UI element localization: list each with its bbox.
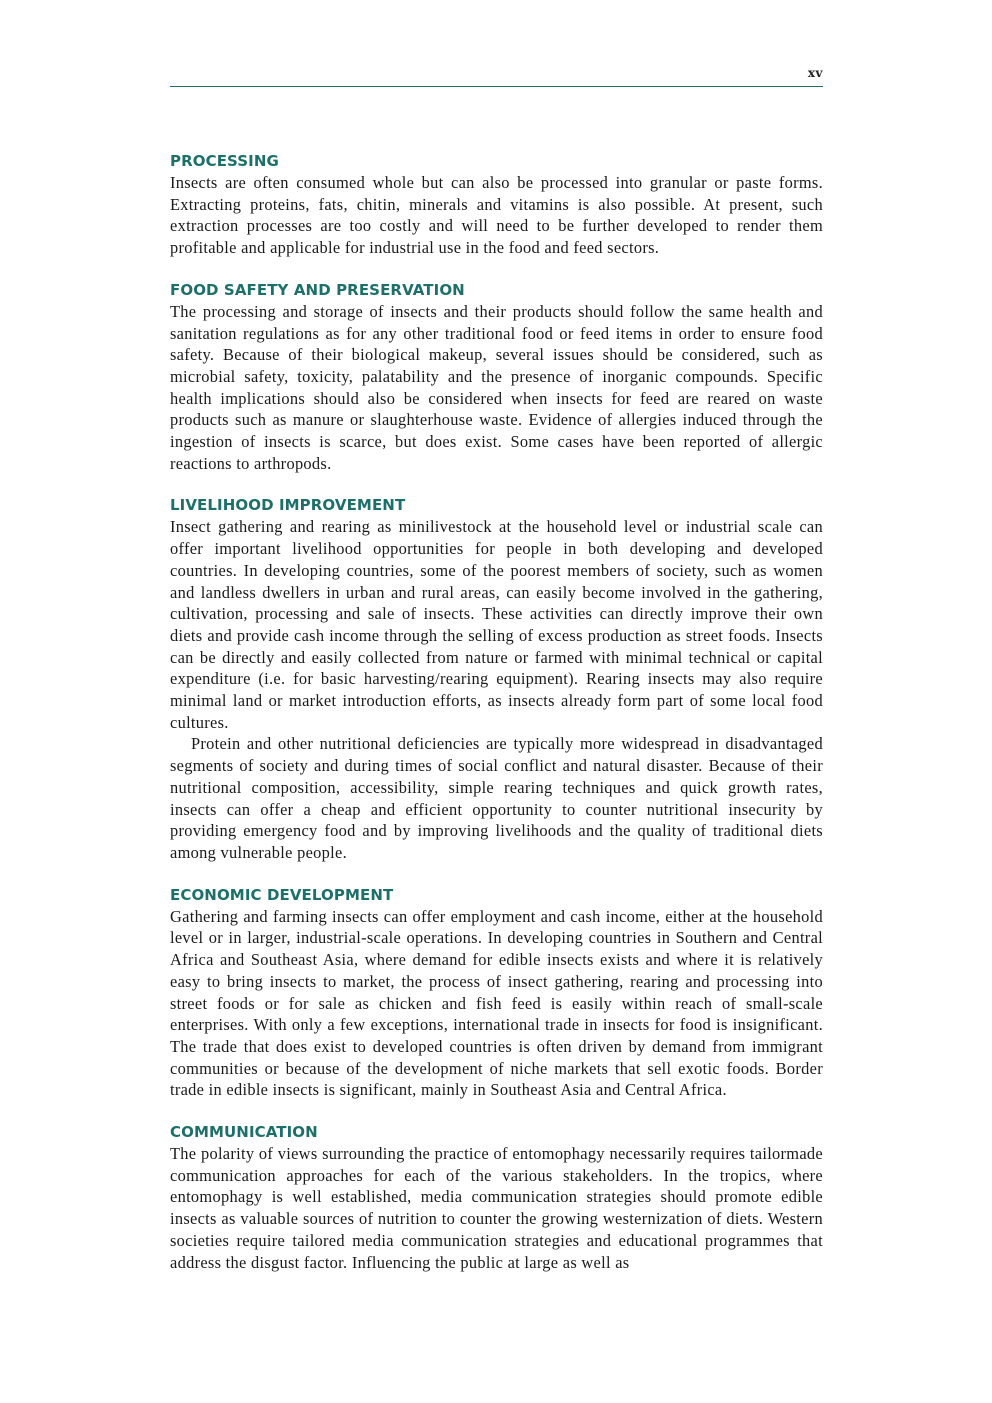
section-heading: PROCESSING bbox=[170, 152, 279, 170]
section-communication bbox=[170, 1121, 823, 1273]
section-livelihood bbox=[170, 494, 823, 863]
page-header bbox=[170, 66, 823, 87]
page-content bbox=[170, 150, 823, 1293]
paragraph: The polarity of views surrounding the practice of entomophagy necessarily requires tailormade communication approaches for each of the various stakeholders. In the tropics, where entomophagy is well established, media communication strategies should promote edible insects as valuable sources of nutrition to counter the growing westernization of diets. Western societies require tailored media communication strategies and educational programmes that address the disgust factor. Influencing the public at large as well as bbox=[170, 1144, 823, 1272]
section-food-safety bbox=[170, 279, 823, 475]
section-processing bbox=[170, 150, 823, 259]
section-heading: COMMUNICATION bbox=[170, 1123, 318, 1142]
section-heading: LIVELIHOOD IMPROVEMENT bbox=[170, 496, 406, 515]
paragraph: The processing and storage of insects and their products should follow the same health and sanitation regulations as for any other traditional food or feed items in order to ensure food safety. Because of their biological makeup, several issues should be considered, such as microbial safety, toxicity, palatability and the presence of inorganic compounds. Specific health implications should also be considered when insects for feed are reared on waste products such as manure or slaughterhouse waste. Evidence of allergies induced through the ingestion of insects is scarce, but does exist. Some cases have been reported of allergic reactions to arthropods. bbox=[170, 301, 823, 473]
section-heading: FOOD SAFETY AND PRESERVATION bbox=[170, 280, 465, 299]
page-number: xv bbox=[807, 66, 823, 80]
section-heading: ECONOMIC DEVELOPMENT bbox=[170, 885, 394, 904]
section-economic bbox=[170, 884, 823, 1101]
paragraph: Gathering and farming insects can offer employment and cash income, either at the household level or in larger, industrial-scale operations. In developing countries in Southern and Central Africa and Southeast Asia, where demand for edible insects exists and where it is relatively easy to bring insects to market, the process of insect gathering, rearing and processing into street foods or for sale as chicken and fish feed is easily within reach of small-scale enterprises. With only a few exceptions, international trade in insects for food is insignificant. The trade that does exist to developed countries is often driven by demand from immigrant communities or because of the development of niche markets that sell exotic foods. Border trade in edible insects is significant, mainly in Southeast Asia and Central Africa. bbox=[170, 906, 823, 1100]
paragraph: Protein and other nutritional deficiencies are typically more widespread in disadvantaged segments of society and during times of social conflict and natural disaster. Because of their nutritional composition, accessibility, simple rearing techniques and quick growth rates, insects can offer a cheap and efficient opportunity to counter nutritional insecurity by providing emergency food and by improving livelihoods and the quality of traditional diets among vulnerable people. bbox=[170, 734, 823, 862]
paragraph: Insects are often consumed whole but can also be processed into granular or paste forms. Extracting proteins, fats, chitin, minerals and vitamins is also possible. At present, such extraction processes are too costly and will need to be further developed to render them profitable and applicable for industrial use in the food and feed sectors. bbox=[170, 173, 823, 258]
paragraph: Insect gathering and rearing as minilivestock at the household level or industrial scale can offer important livelihood opportunities for people in both developing and developed countries. In developing countries, some of the poorest members of society, such as women and landless dwellers in urban and rural areas, can easily become involved in the gathering, cultivation, processing and sale of insects. These activities can directly improve their own diets and provide cash income through the selling of excess production as street foods. Insects can be directly and easily collected from nature or farmed with minimal technical or capital expenditure (i.e. for basic harvesting/rearing equipment). Rearing insects may also require minimal land or market introduction efforts, as insects already form part of some local food cultures. bbox=[170, 517, 823, 732]
